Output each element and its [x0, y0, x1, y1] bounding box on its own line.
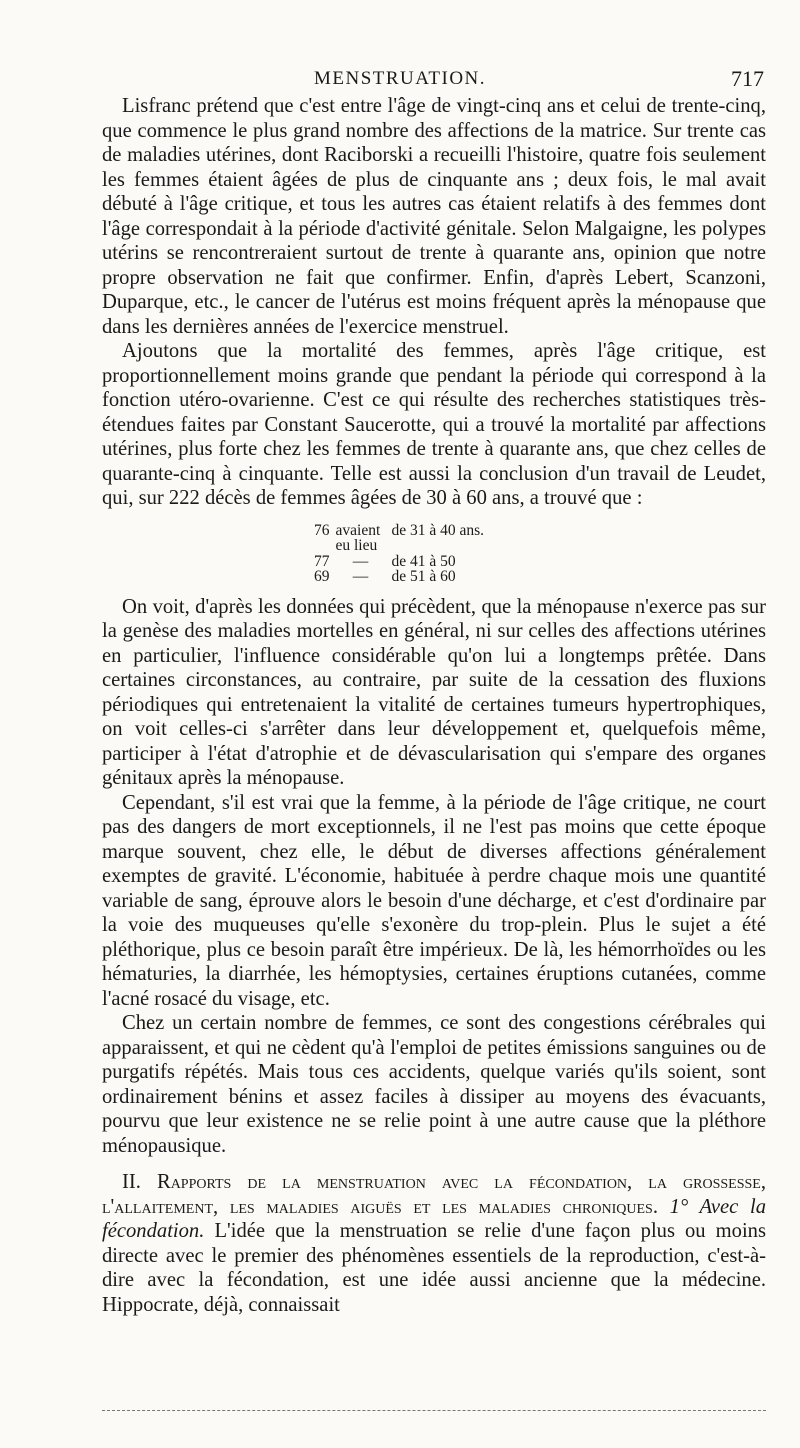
paragraph: Lisfranc prétend que c'est entre l'âge de vingt-cinq ans et celui de trente-cinq, que commence le plus grand nombre des affections de la matrice. Sur trente cas de maladies utérines, dont Raciborski a recueilli l'histoire, quatre fois seulement les femmes étaient âgées de plus de cinquante ans ; deux fois, le mal avait débuté à l'âge critique, et tous les autres cas étaient relatifs à des femmes dont l'âge correspondait à la période d'activité génitale. Selon Malgaigne, les polypes utérins se rencontreraient surtout de trente à quarante ans, opinion que notre propre observation ne fait que confirmer. Enfin, d'après Lebert, Scanzoni, Duparque, etc., le cancer de l'utérus est moins fréquent après la ménopause que dans les dernières années de l'exercice menstruel. — [102, 95, 766, 338]
section-text: L'idée que la menstruation se relie d'une façon plus ou moins directe avec le premier des phénomènes essentiels de la reproduction, c'est-à-dire avec la fécondation, est une idée aussi ancienne que la médecine. Hippocrate, déjà, connaissait — [102, 1220, 766, 1316]
page-header — [0, 66, 800, 96]
table-cell-count: 69 — [314, 568, 330, 585]
section-heading: II. Rapports de la menstruation avec la fécondation, la grossesse, l'allaitement, les maladies aiguës et les maladies chroniques. — [102, 1171, 766, 1218]
table-cell-label: — — [352, 568, 369, 585]
section-subheading: 1° Avec la fécondation. — [102, 1195, 766, 1242]
body-text — [102, 94, 766, 1317]
table-cell-count: 77 — [314, 552, 330, 570]
mortality-table — [314, 523, 490, 585]
table-cell-range: de 31 à 40 ans. — [391, 521, 485, 539]
table-cell-label: — — [352, 552, 369, 570]
section-paragraph — [102, 1170, 766, 1317]
table-cell-label: avaient eu lieu — [335, 521, 381, 554]
table-row — [314, 554, 490, 570]
table-cell-range: de 41 à 50 — [391, 552, 456, 570]
paragraph: On voit, d'après les données qui précèdent, que la ménopause n'exerce pas sur la genèse des maladies mortelles en général, ni sur celles des affections utérines en particulier, l'influence considérable qu'on lui a longtemps prêtée. Dans certaines circonstances, au contraire, par suite de la cessation des fluxions périodiques qui entretenaient la vitalité de certaines tumeurs hypertrophiques, on voit celles-ci s'arrêter dans leur développement et, quelquefois même, participer à l'état d'atrophie et de dévascularisation qui s'empare des organes génitaux après la ménopause. — [102, 595, 766, 789]
running-title: MENSTRUATION. — [313, 68, 487, 89]
table-cell-count: 76 — [314, 521, 330, 539]
paragraph: Chez un certain nombre de femmes, ce sont des congestions cérébrales qui apparaissent, et qui ne cèdent qu'à l'emploi de petites émissions sanguines ou de purgatifs répétés. Mais tous ces accidents, quelque variés qu'ils soient, sont ordinairement bénins et assez faciles à dissiper au moyens des évacuants, pourvu que leur existence ne se relie point à une autre cause que la pléthore ménopausique. — [102, 1012, 766, 1157]
footer-rule — [102, 1410, 766, 1411]
paragraph: Cependant, s'il est vrai que la femme, à la période de l'âge critique, ne court pas des dangers de mort exceptionnels, il ne l'est pas moins que cette époque marque souvent, chez elle, le début de diverses affections généralement exemptes de gravité. L'économie, habituée à perdre chaque mois une quantité variable de sang, éprouve alors le besoin d'une décharge, et c'est d'ordinaire par la voie des muqueuses qu'elle s'exonère du trop-plein. Plus le sujet a été pléthorique, plus ce besoin paraît être impérieux. De là, les hémorrhoïdes ou les hématuries, la diarrhée, les hémoptysies, certaines éruptions cutanées, comme l'acné rosacé du visage, etc. — [102, 791, 766, 1010]
table-row — [314, 523, 490, 554]
table-cell-range: de 51 à 60 — [391, 568, 456, 585]
table-row — [314, 569, 490, 585]
page-number: 717 — [731, 66, 764, 91]
paragraph: Ajoutons que la mortalité des femmes, après l'âge critique, est proportionnellement moins grande que pendant la période qui correspond à la fonction utéro-ovarienne. C'est ce qui résulte des recherches statistiques très-étendues faites par Constant Saucerotte, qui a trouvé la mortalité par affections utérines, plus forte chez les femmes de trente à quarante ans, que chez celles de quarante-cinq à cinquante. Telle est aussi la conclusion d'un travail de Leudet, qui, sur 222 décès de femmes âgées de 30 à 60 ans, a trouvé que : — [102, 340, 766, 509]
